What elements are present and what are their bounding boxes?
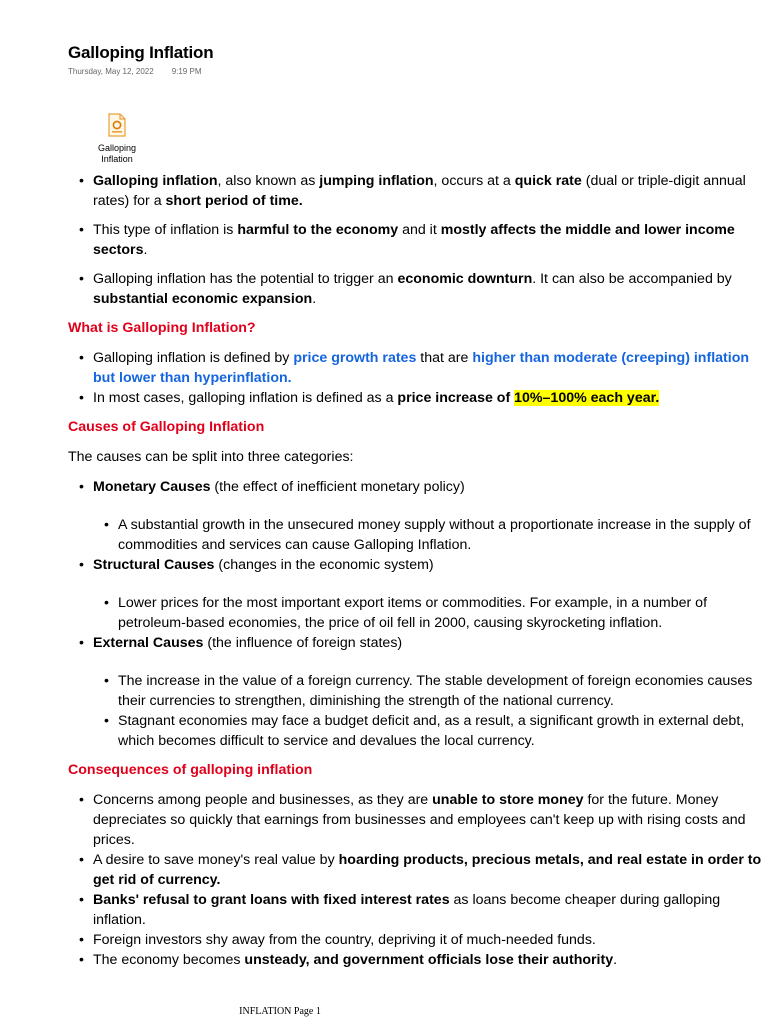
document-icon: [108, 113, 126, 137]
highlighted-text: 10%–100% each year.: [514, 390, 660, 406]
list-item: • Banks' refusal to grant loans with fixed interest rates as loans become cheaper during galloping inflation.: [93, 890, 768, 930]
page-title: Galloping Inflation: [68, 43, 214, 62]
section-heading-consequences: Consequences of galloping inflation: [68, 762, 313, 778]
list-item: • In most cases, galloping inflation is defined as a price increase of 10%–100% each year.: [93, 388, 768, 408]
list-item: • Lower prices for the most important export items or commodities. For example, in a number of petroleum-based economies, the price of oil fell in 2000, causing skyrocketing inflation.: [118, 593, 768, 633]
page-footer: INFLATION Page 1: [239, 1006, 321, 1017]
list-item: • A substantial growth in the unsecured money supply without a proportionate increase in the supply of commodities and services can cause Galloping Inflation.: [118, 515, 768, 555]
attachment-label-line1: Galloping: [97, 143, 137, 153]
page-time: 9:19 PM: [171, 67, 202, 76]
list-item: • Galloping inflation is defined by price growth rates that are higher than moderate (creeping) inflation but lower than hyperinflation.: [93, 348, 768, 388]
list-item-external: • External Causes (the influence of foreign states) • The increase in the value of a foreign currency. The stable development of foreign economies causes their currencies to strengthen, diminishing the strength of the national currency. • Stagnant economies may face a budget deficit and, as a result, a significant growth in external debt, which becomes difficult to service and devalues the local currency.: [93, 633, 768, 751]
consequences-list: [68, 790, 768, 970]
list-item: • Stagnant economies may face a budget deficit and, as a result, a significant growth in external debt, which becomes difficult to service and devalues the local currency.: [118, 711, 768, 751]
page-timestamp: [68, 67, 201, 76]
sub-list: [93, 515, 768, 555]
list-item: • Foreign investors shy away from the country, depriving it of much-needed funds.: [93, 930, 768, 950]
sub-list: [93, 671, 768, 751]
list-item: • The increase in the value of a foreign currency. The stable development of foreign economies causes their currencies to strengthen, diminishing the strength of the national currency.: [118, 671, 768, 711]
list-item: • The economy becomes unsteady, and government officials lose their authority.: [93, 950, 768, 970]
causes-list: [68, 477, 768, 751]
list-item-monetary: • Monetary Causes (the effect of inefficient monetary policy) • A substantial growth in the unsecured money supply without a proportionate increase in the supply of commodities and services can cause Galloping Inflation.: [93, 477, 768, 555]
section-heading-what: What is Galloping Inflation?: [68, 320, 256, 336]
note-body: [68, 171, 768, 970]
causes-intro: The causes can be split into three categories:: [68, 449, 354, 465]
page-date: Thursday, May 12, 2022: [68, 67, 154, 76]
list-item: • Galloping inflation has the potential to trigger an economic downturn. It can also be accompanied by substantial economic expansion.: [93, 269, 768, 309]
list-item-structural: • Structural Causes (changes in the economic system) • Lower prices for the most important export items or commodities. For example, in a number of petroleum-based economies, the price of oil fell in 2000, causing skyrocketing inflation.: [93, 555, 768, 633]
list-item: • Galloping inflation, also known as jumping inflation, occurs at a quick rate (dual or triple-digit annual rates) for a short period of time.: [93, 171, 768, 211]
attachment-label-line2: Inflation: [101, 154, 133, 164]
list-item: • This type of inflation is harmful to the economy and it mostly affects the middle and lower income sectors.: [93, 220, 768, 260]
intro-list: [68, 171, 768, 309]
sub-list: [93, 593, 768, 633]
file-attachment[interactable]: [92, 113, 142, 165]
list-item: • A desire to save money's real value by hoarding products, precious metals, and real estate in order to get rid of currency.: [93, 850, 768, 890]
list-item: • Concerns among people and businesses, as they are unable to store money for the future. Money depreciates so quickly that earnings from businesses and employees can't keep up with rising costs and prices.: [93, 790, 768, 850]
what-list: [68, 348, 768, 408]
section-heading-causes: Causes of Galloping Inflation: [68, 419, 265, 435]
